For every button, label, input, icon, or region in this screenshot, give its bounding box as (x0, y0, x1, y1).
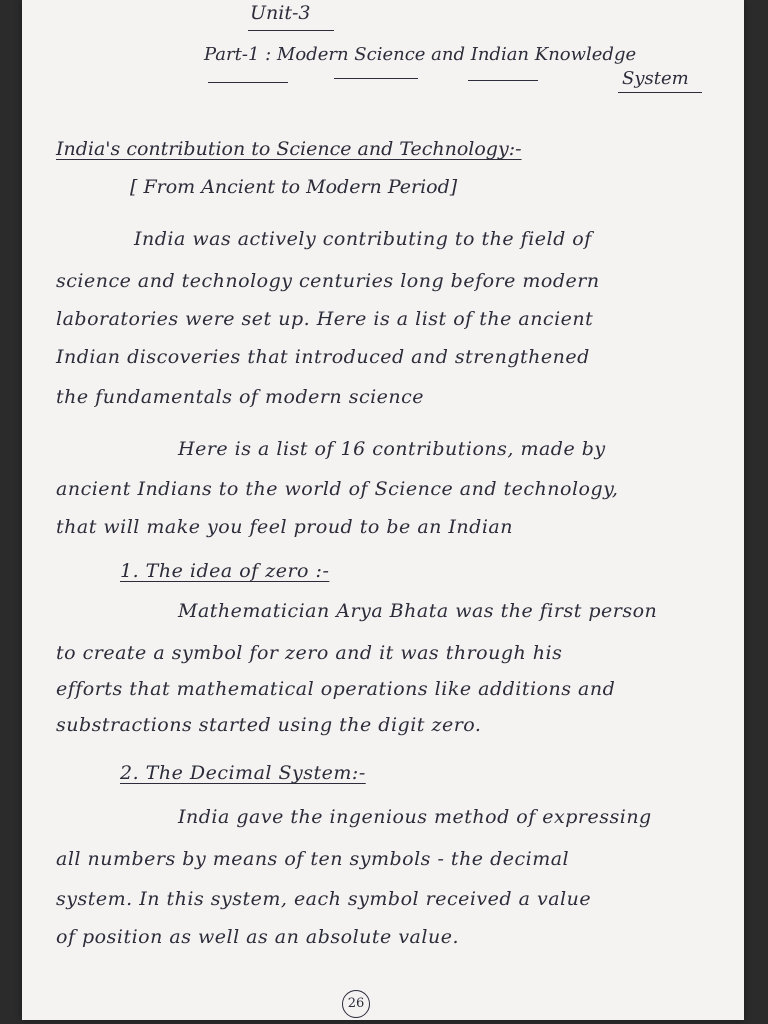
para1-line-2: science and technology centuries long before modern (56, 270, 600, 292)
unit-underline (248, 30, 334, 31)
para1-line-3: laboratories were set up. Here is a list of the ancient (56, 308, 594, 330)
para2-line-2: ancient Indians to the world of Science and technology, (56, 478, 619, 500)
item1-title: 1. The idea of zero :- (120, 560, 330, 582)
para2-line-1: Here is a list of 16 contributions, made by (178, 438, 606, 460)
para1-line-1: India was actively contributing to the field of (134, 228, 592, 250)
part-title-continued: System (622, 68, 689, 89)
item1-line-2: to create a symbol for zero and it was through his (56, 642, 563, 664)
para2-line-3: that will make you feel proud to be an Indian (56, 516, 513, 538)
part-underline-2 (334, 78, 418, 79)
part-title: Part-1 : Modern Science and Indian Knowledge (204, 44, 637, 65)
section-subheading: [ From Ancient to Modern Period] (130, 176, 458, 198)
para1-line-4: Indian discoveries that introduced and strengthened (56, 346, 590, 368)
item2-line-1: India gave the ingenious method of expressing (178, 806, 652, 828)
item1-line-1: Mathematician Arya Bhata was the first person (178, 600, 658, 622)
item2-title: 2. The Decimal System:- (120, 762, 366, 784)
item2-line-4: of position as well as an absolute value. (56, 926, 459, 948)
part-underline-1 (208, 82, 288, 83)
item1-line-3: efforts that mathematical operations like additions and (56, 678, 616, 700)
notebook-page (22, 0, 744, 1020)
item2-line-3: system. In this system, each symbol received a value (56, 888, 592, 910)
section-heading: India's contribution to Science and Technology:- (56, 138, 522, 160)
page-number: 26 (342, 990, 370, 1018)
para1-line-5: the fundamentals of modern science (56, 386, 425, 408)
unit-title: Unit-3 (250, 2, 311, 24)
item2-line-2: all numbers by means of ten symbols - the decimal (56, 848, 570, 870)
item1-line-4: substractions started using the digit zero. (56, 714, 482, 736)
part-underline-3 (468, 80, 538, 81)
part-underline-4 (618, 92, 702, 93)
